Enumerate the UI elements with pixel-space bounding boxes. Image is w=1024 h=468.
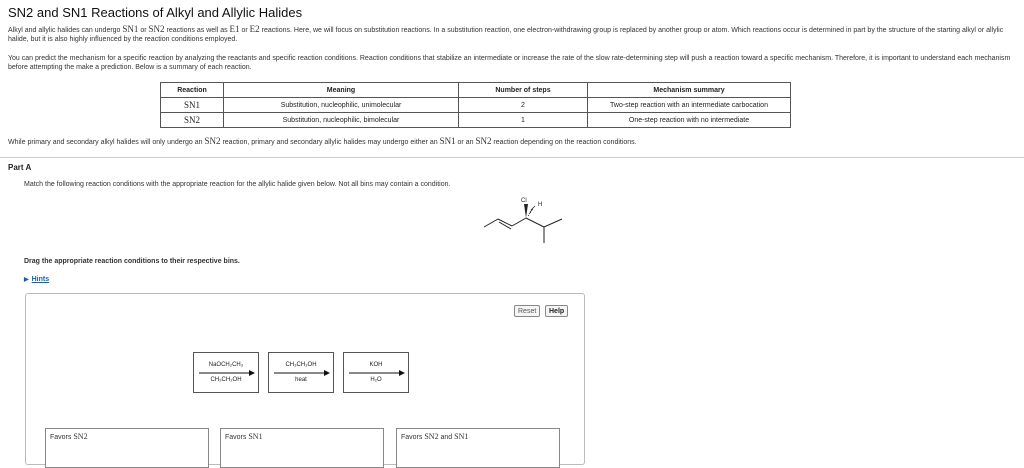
expand-triangle-icon: ▶ — [24, 277, 29, 283]
intro-paragraph-2: You can predict the mechanism for a specific reaction by analyzing the reactants and specific reaction conditions. Reaction conditions that stabilize an intermediate or increase the rate of the slow rate-determining step will push a reaction toward a specific mechanism. Therefore, it is important to understand each mechanism before attempting the make a prediction. Below is a summary of each reaction. — [8, 55, 1011, 71]
condition-card[interactable] — [343, 352, 409, 393]
reaction-arrow-icon — [349, 370, 405, 376]
table-cell: 2 — [459, 98, 588, 113]
table-cell: Substitution, nucleophilic, bimolecular — [224, 113, 459, 128]
intro-paragraph-1: Alkyl and allylic halides can undergo SN1 or SN2 reactions as well as E1 or E2 reactions. Here, we will focus on substitution reactions. In a substitution reaction, one electron-withdrawing group is replaced by another group or atom. Which reactions occur is determined in part by the structure of the starting alkyl or allylic halide, but it is also highly influenced by the reaction conditions employed. — [8, 24, 1004, 43]
part-a-instruction: Match the following reaction conditions with the appropriate reaction for the allylic halide given below. Not all bins may contain a condition. — [24, 181, 451, 188]
chlorine-label: Cl — [521, 198, 527, 204]
table-header: Number of steps — [459, 83, 588, 98]
card-reagent: CH₃CH₂OH — [285, 362, 317, 368]
card-reagent: NaOCH₂CH₃ — [208, 362, 244, 368]
table-header-row — [161, 83, 791, 98]
table-cell: SN2 — [161, 113, 224, 128]
bin-favors-sn2[interactable] — [45, 428, 209, 468]
reaction-arrow-icon — [199, 370, 255, 376]
wedge-bond — [524, 204, 528, 218]
drag-instruction: Drag the appropriate reaction conditions to their respective bins. — [24, 258, 240, 265]
hydrogen-label: H — [538, 202, 543, 208]
bin-favors-sn2-and-sn1[interactable] — [396, 428, 560, 468]
bin-favors-sn1[interactable] — [220, 428, 384, 468]
hash-bond — [528, 206, 535, 216]
table-header: Mechanism summary — [588, 83, 791, 98]
hints-link[interactable]: ▶ Hints — [24, 276, 50, 283]
page-title: SN2 and SN1 Reactions of Alkyl and Allylic Halides — [8, 5, 303, 20]
mechanism-summary-table — [160, 82, 791, 128]
table-header: Reaction — [161, 83, 224, 98]
bin-label: Favors SN2 and SN1 — [401, 432, 469, 441]
allylic-halide-structure — [478, 193, 578, 253]
note-paragraph: While primary and secondary alkyl halides will only undergo an SN2 reaction, primary and secondary allylic halides may undergo either an SN1 or an SN2 reaction depending on the reaction conditions. — [8, 136, 637, 146]
table-cell: 1 — [459, 113, 588, 128]
condition-card[interactable] — [268, 352, 334, 393]
table-row — [161, 98, 791, 113]
table-header: Meaning — [224, 83, 459, 98]
help-button[interactable]: Help — [545, 305, 568, 317]
card-solvent: H₂O — [370, 377, 382, 383]
card-solvent: CH₃CH₂OH — [210, 377, 242, 383]
reaction-arrow-icon — [274, 370, 330, 376]
section-divider — [0, 157, 1024, 158]
bin-label: Favors SN2 — [50, 432, 88, 441]
table-cell: One-step reaction with no intermediate — [588, 113, 791, 128]
condition-card[interactable] — [193, 352, 259, 393]
reset-button[interactable]: Reset — [514, 305, 540, 317]
bin-label: Favors SN1 — [225, 432, 263, 441]
card-reagent: KOH — [369, 362, 383, 368]
table-cell: Two-step reaction with an intermediate carbocation — [588, 98, 791, 113]
part-a-heading: Part A — [8, 163, 32, 172]
table-row — [161, 113, 791, 128]
table-cell: Substitution, nucleophilic, unimolecular — [224, 98, 459, 113]
card-solvent: heat — [295, 377, 307, 383]
table-cell: SN1 — [161, 98, 224, 113]
